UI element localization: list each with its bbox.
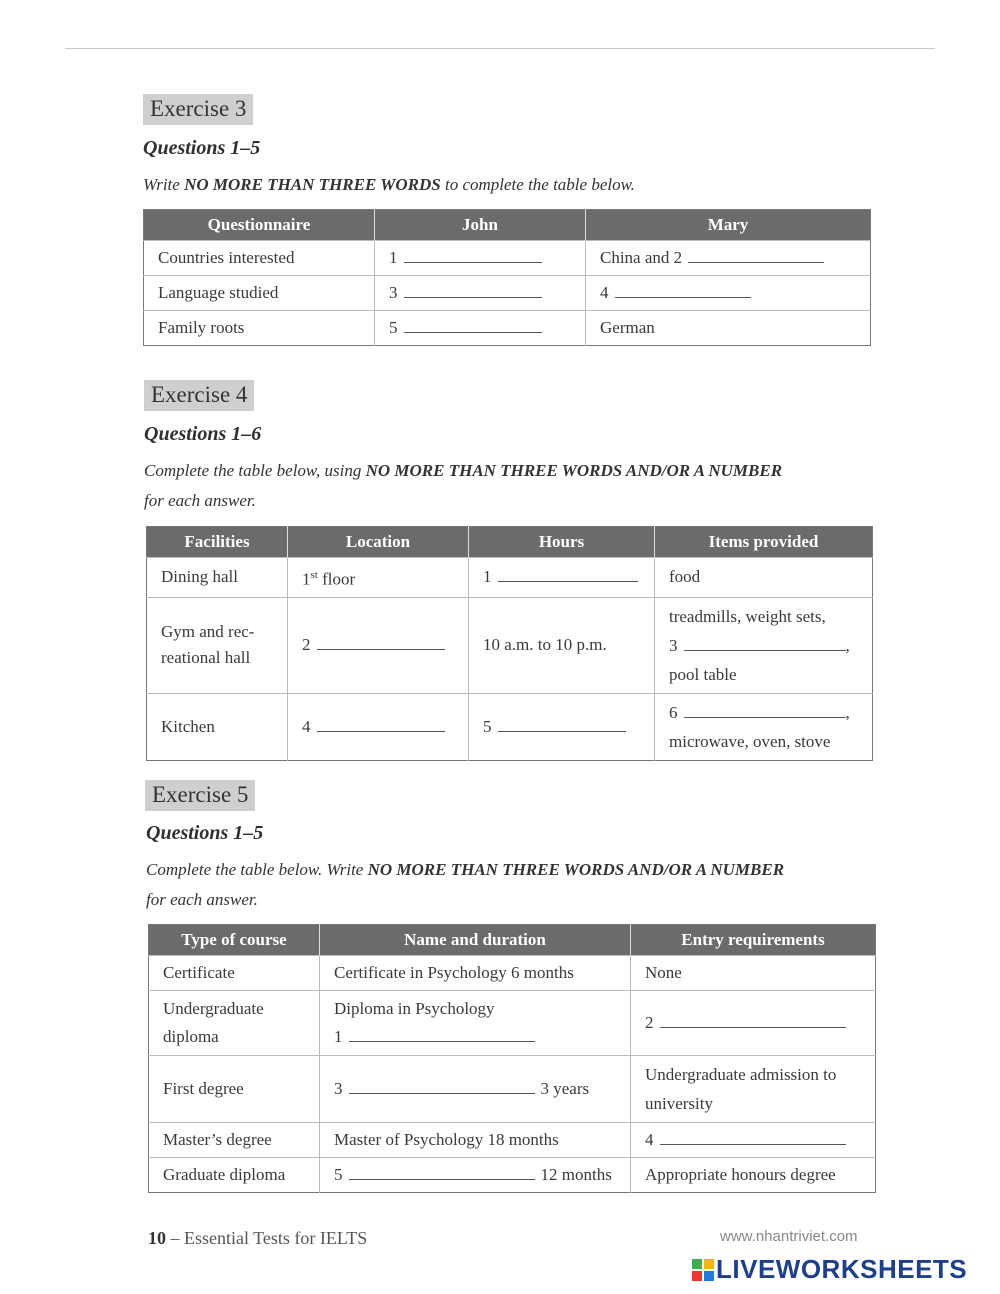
answer-cell: 1 — [375, 241, 586, 276]
col-header: Type of course — [149, 925, 320, 956]
table-row — [149, 956, 876, 991]
row-value: Master of Psychology 18 months — [320, 1123, 631, 1158]
answer-blank[interactable] — [404, 281, 542, 298]
table-row — [149, 1056, 876, 1123]
row-value: food — [655, 558, 873, 598]
table-row — [149, 991, 876, 1056]
col-header: Items provided — [655, 527, 873, 558]
answer-cell: 5 — [469, 693, 655, 760]
col-header: Facilities — [147, 527, 288, 558]
page-footer: 10 – Essential Tests for IELTS — [148, 1228, 368, 1248]
row-value: None — [631, 956, 876, 991]
row-label: Graduate diploma — [149, 1158, 320, 1193]
table-row — [144, 241, 871, 276]
col-header: Hours — [469, 527, 655, 558]
answer-cell: 4 — [288, 693, 469, 760]
row-value: Appropriate honours degree — [631, 1158, 876, 1193]
liveworksheets-icon — [692, 1257, 714, 1279]
row-label: Family roots — [144, 311, 375, 346]
answer-blank[interactable] — [349, 1025, 535, 1042]
answer-blank[interactable] — [317, 633, 445, 650]
answer-blank[interactable] — [498, 565, 638, 582]
col-header: Questionnaire — [144, 210, 375, 241]
exercise-5-table — [148, 924, 876, 1193]
answer-cell: 4 — [586, 276, 871, 311]
exercise-3-table — [143, 209, 871, 346]
table-row — [149, 1158, 876, 1193]
exercise-4-table — [146, 526, 873, 761]
publisher-url: www.nhantriviet.com — [720, 1228, 858, 1245]
row-label: Gym and rec-reational hall — [147, 597, 288, 693]
row-label: Certificate — [149, 956, 320, 991]
table-row — [149, 1123, 876, 1158]
row-label: Language studied — [144, 276, 375, 311]
answer-blank[interactable] — [349, 1163, 535, 1180]
answer-blank[interactable] — [660, 1128, 846, 1145]
answer-cell: 3 3 years — [320, 1056, 631, 1123]
answer-cell: 2 — [631, 991, 876, 1056]
table-row — [147, 693, 873, 760]
row-value: German — [586, 311, 871, 346]
answer-cell: 4 — [631, 1123, 876, 1158]
answer-blank[interactable] — [660, 1011, 846, 1028]
table-row — [144, 276, 871, 311]
answer-cell: 5 — [375, 311, 586, 346]
answer-cell: China and 2 — [586, 241, 871, 276]
col-header: Entry requirements — [631, 925, 876, 956]
exercise-5-instruction: Complete the table below. Write NO MORE THAN THREE WORDS AND/OR A NUMBER for each answer. — [146, 860, 785, 909]
answer-blank[interactable] — [404, 316, 542, 333]
row-value: Undergraduate admission to university — [631, 1056, 876, 1123]
row-label: Master’s degree — [149, 1123, 320, 1158]
col-header: Mary — [586, 210, 871, 241]
table-row — [144, 311, 871, 346]
answer-blank[interactable] — [684, 634, 846, 651]
exercise-3-questions: Questions 1–5 — [143, 137, 261, 159]
answer-cell: 6 , microwave, oven, stove — [655, 693, 873, 760]
exercise-3-instruction: Write NO MORE THAN THREE WORDS to complete the table below. — [143, 175, 635, 194]
exercise-5-title: Exercise 5 — [145, 780, 255, 811]
exercise-4-questions: Questions 1–6 — [144, 423, 262, 445]
answer-blank[interactable] — [349, 1077, 535, 1094]
answer-cell: Diploma in Psychology 1 — [320, 991, 631, 1056]
row-label: Undergraduate diploma — [149, 991, 320, 1056]
exercise-3-title: Exercise 3 — [143, 94, 253, 125]
answer-cell: treadmills, weight sets, 3 , pool table — [655, 597, 873, 693]
row-label: Countries interested — [144, 241, 375, 276]
row-value: 1st floor — [288, 558, 469, 598]
answer-cell: 2 — [288, 597, 469, 693]
row-value: Certificate in Psychology 6 months — [320, 956, 631, 991]
answer-blank[interactable] — [498, 715, 626, 732]
col-header: Name and duration — [320, 925, 631, 956]
answer-blank[interactable] — [317, 715, 445, 732]
answer-cell: 1 — [469, 558, 655, 598]
col-header: John — [375, 210, 586, 241]
answer-blank[interactable] — [684, 701, 846, 718]
table-row — [147, 597, 873, 693]
liveworksheets-logo: LIVEWORKSHEETS — [692, 1254, 967, 1285]
answer-cell: 3 — [375, 276, 586, 311]
col-header: Location — [288, 527, 469, 558]
exercise-4-title: Exercise 4 — [144, 380, 254, 411]
row-label: Dining hall — [147, 558, 288, 598]
exercise-4-instruction: Complete the table below, using NO MORE THAN THREE WORDS AND/OR A NUMBER for each answer. — [144, 461, 783, 510]
table-row — [147, 558, 873, 598]
exercise-5-questions: Questions 1–5 — [146, 822, 264, 844]
row-value: 10 a.m. to 10 p.m. — [469, 597, 655, 693]
row-label: Kitchen — [147, 693, 288, 760]
answer-blank[interactable] — [688, 246, 824, 263]
answer-blank[interactable] — [615, 281, 751, 298]
row-label: First degree — [149, 1056, 320, 1123]
top-rule — [65, 48, 935, 49]
answer-cell: 5 12 months — [320, 1158, 631, 1193]
answer-blank[interactable] — [404, 246, 542, 263]
